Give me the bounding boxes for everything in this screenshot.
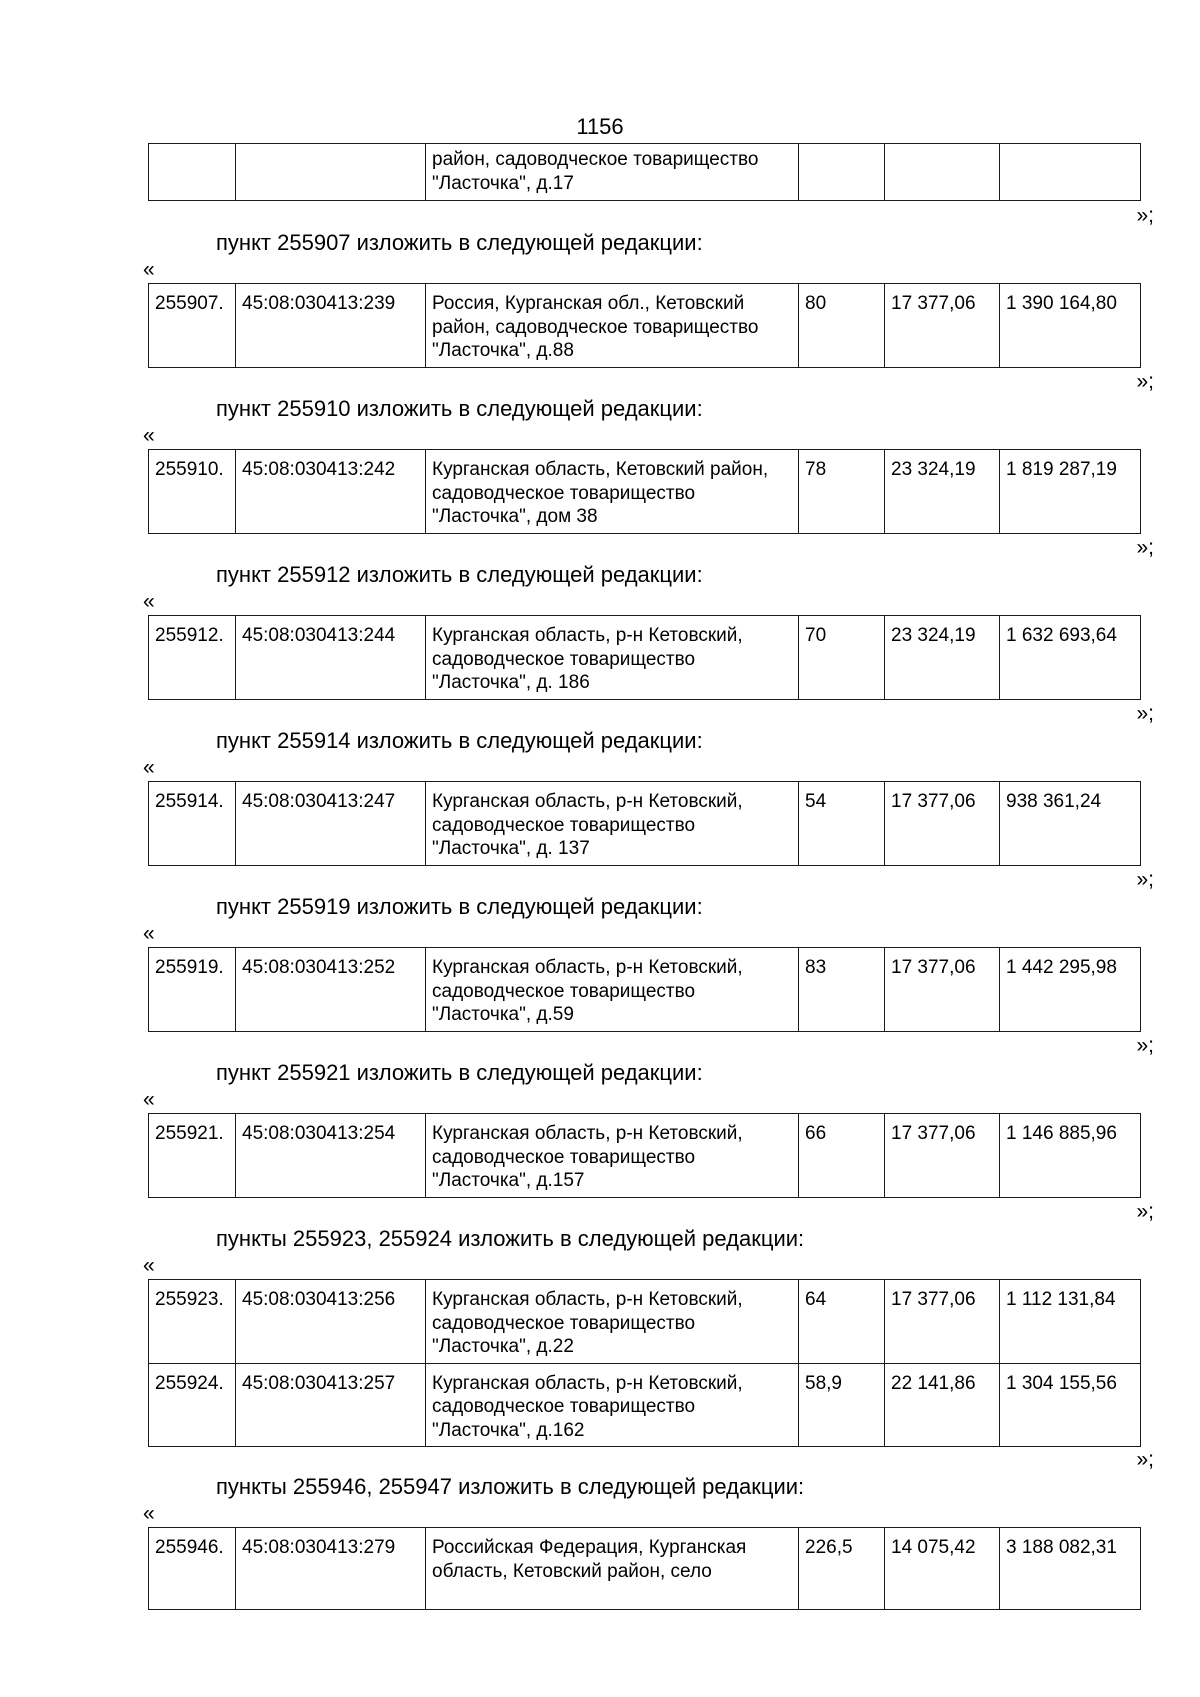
- cell-area: 66: [799, 1114, 885, 1198]
- opening-quote: «: [143, 1088, 155, 1111]
- cell-area: 58,9: [799, 1363, 885, 1447]
- amendment-heading: пункт 255919 изложить в следующей редакции:: [216, 894, 703, 919]
- cell-address: Курганская область, р-н Кетовский, садоводческое товарищество "Ласточка", д.59: [426, 948, 799, 1032]
- amendment-table: [148, 1113, 1141, 1198]
- amendment-table: [148, 1279, 1141, 1447]
- amendment-heading: пункты 255946, 255947 изложить в следующей редакции:: [216, 1474, 805, 1499]
- opening-quote: «: [143, 1502, 155, 1525]
- cell-number: 255919.: [149, 948, 236, 1032]
- opening-quote: «: [143, 258, 155, 281]
- cell-address: Российская Федерация, Курганская область, Кетовский район, село: [426, 1528, 799, 1610]
- cell-unit-value: 17 377,06: [885, 284, 1000, 368]
- cell-number: 255914.: [149, 782, 236, 866]
- cell-cadastral: [236, 144, 426, 201]
- cell-unit-value: 14 075,42: [885, 1528, 1000, 1610]
- cell-cadastral: 45:08:030413:252: [236, 948, 426, 1032]
- cell-cadastral: 45:08:030413:279: [236, 1528, 426, 1610]
- cell-unit-value: 17 377,06: [885, 1114, 1000, 1198]
- table-row: [149, 1363, 1141, 1447]
- closing-quote: »;: [1136, 1200, 1154, 1223]
- cell-area: 78: [799, 450, 885, 534]
- amendment-heading: пункт 255910 изложить в следующей редакции:: [216, 396, 703, 421]
- cell-unit-value: 22 141,86: [885, 1363, 1000, 1447]
- cell-unit-value: [885, 144, 1000, 201]
- cell-unit-value: 17 377,06: [885, 782, 1000, 866]
- cell-address: район, садоводческое товарищество "Ласточка", д.17: [426, 144, 799, 201]
- cell-total-value: 3 188 082,31: [1000, 1528, 1141, 1610]
- table-row: [149, 284, 1141, 368]
- table-row: [149, 1280, 1141, 1364]
- cell-number: 255946.: [149, 1528, 236, 1610]
- cell-area: 64: [799, 1280, 885, 1364]
- cell-cadastral: 45:08:030413:256: [236, 1280, 426, 1364]
- cell-address: Курганская область, р-н Кетовский, садоводческое товарищество "Ласточка", д. 137: [426, 782, 799, 866]
- amendment-heading: пункт 255912 изложить в следующей редакции:: [216, 562, 703, 587]
- cell-cadastral: 45:08:030413:247: [236, 782, 426, 866]
- closing-quote: »;: [1136, 702, 1154, 725]
- closing-quote: »;: [1136, 1034, 1154, 1057]
- cell-number: 255923.: [149, 1280, 236, 1364]
- opening-quote: «: [143, 1254, 155, 1277]
- cell-unit-value: 17 377,06: [885, 1280, 1000, 1364]
- closing-quote: »;: [1136, 370, 1154, 393]
- cell-unit-value: 23 324,19: [885, 616, 1000, 700]
- amendment-table: [148, 947, 1141, 1032]
- cell-area: [799, 144, 885, 201]
- cell-number: 255910.: [149, 450, 236, 534]
- table-row: [149, 1528, 1141, 1610]
- table-row: [149, 948, 1141, 1032]
- top-fragment-table: [148, 143, 1141, 201]
- closing-quote: »;: [1136, 868, 1154, 891]
- cell-total-value: 1 112 131,84: [1000, 1280, 1141, 1364]
- cell-address: Курганская область, р-н Кетовский, садоводческое товарищество "Ласточка", д.157: [426, 1114, 799, 1198]
- amendment-table: [148, 1527, 1141, 1610]
- cell-total-value: 1 632 693,64: [1000, 616, 1141, 700]
- cell-cadastral: 45:08:030413:257: [236, 1363, 426, 1447]
- closing-quote: »;: [1136, 204, 1154, 227]
- cell-address: Курганская область, р-н Кетовский, садоводческое товарищество "Ласточка", д.162: [426, 1363, 799, 1447]
- cell-total-value: 1 304 155,56: [1000, 1363, 1141, 1447]
- cell-total-value: 1 146 885,96: [1000, 1114, 1141, 1198]
- cell-unit-value: 17 377,06: [885, 948, 1000, 1032]
- amendment-table: [148, 283, 1141, 368]
- cell-total-value: 1 819 287,19: [1000, 450, 1141, 534]
- amendment-table: [148, 449, 1141, 534]
- cell-number: 255924.: [149, 1363, 236, 1447]
- amendment-table: [148, 615, 1141, 700]
- cell-address: Курганская область, р-н Кетовский, садоводческое товарищество "Ласточка", д.22: [426, 1280, 799, 1364]
- table-row: [149, 1114, 1141, 1198]
- amendment-heading: пункты 255923, 255924 изложить в следующей редакции:: [216, 1226, 805, 1251]
- table-row: [149, 782, 1141, 866]
- cell-address: Курганская область, Кетовский район, садоводческое товарищество "Ласточка", дом 38: [426, 450, 799, 534]
- amendment-table: [148, 781, 1141, 866]
- table-row: [149, 616, 1141, 700]
- cell-area: 54: [799, 782, 885, 866]
- cell-cadastral: 45:08:030413:239: [236, 284, 426, 368]
- cell-number: 255907.: [149, 284, 236, 368]
- cell-total-value: 938 361,24: [1000, 782, 1141, 866]
- cell-area: 70: [799, 616, 885, 700]
- opening-quote: «: [143, 756, 155, 779]
- cell-total-value: [1000, 144, 1141, 201]
- cell-area: 80: [799, 284, 885, 368]
- cell-total-value: 1 390 164,80: [1000, 284, 1141, 368]
- cell-area: 226,5: [799, 1528, 885, 1610]
- closing-quote: »;: [1136, 1448, 1154, 1471]
- cell-address: Курганская область, р-н Кетовский, садоводческое товарищество "Ласточка", д. 186: [426, 616, 799, 700]
- cell-number: [149, 144, 236, 201]
- cell-number: 255912.: [149, 616, 236, 700]
- opening-quote: «: [143, 590, 155, 613]
- cell-area: 83: [799, 948, 885, 1032]
- cell-unit-value: 23 324,19: [885, 450, 1000, 534]
- amendment-heading: пункт 255907 изложить в следующей редакции:: [216, 230, 703, 255]
- opening-quote: «: [143, 922, 155, 945]
- cell-total-value: 1 442 295,98: [1000, 948, 1141, 1032]
- table-row: [149, 144, 1141, 201]
- cell-cadastral: 45:08:030413:242: [236, 450, 426, 534]
- cell-address: Россия, Курганская обл., Кетовский район, садоводческое товарищество "Ласточка", д.88: [426, 284, 799, 368]
- opening-quote: «: [143, 424, 155, 447]
- table-row: [149, 450, 1141, 534]
- cell-cadastral: 45:08:030413:254: [236, 1114, 426, 1198]
- amendment-heading: пункт 255921 изложить в следующей редакции:: [216, 1060, 703, 1085]
- cell-cadastral: 45:08:030413:244: [236, 616, 426, 700]
- amendment-heading: пункт 255914 изложить в следующей редакции:: [216, 728, 703, 753]
- page-number: 1156: [576, 114, 624, 139]
- cell-number: 255921.: [149, 1114, 236, 1198]
- closing-quote: »;: [1136, 536, 1154, 559]
